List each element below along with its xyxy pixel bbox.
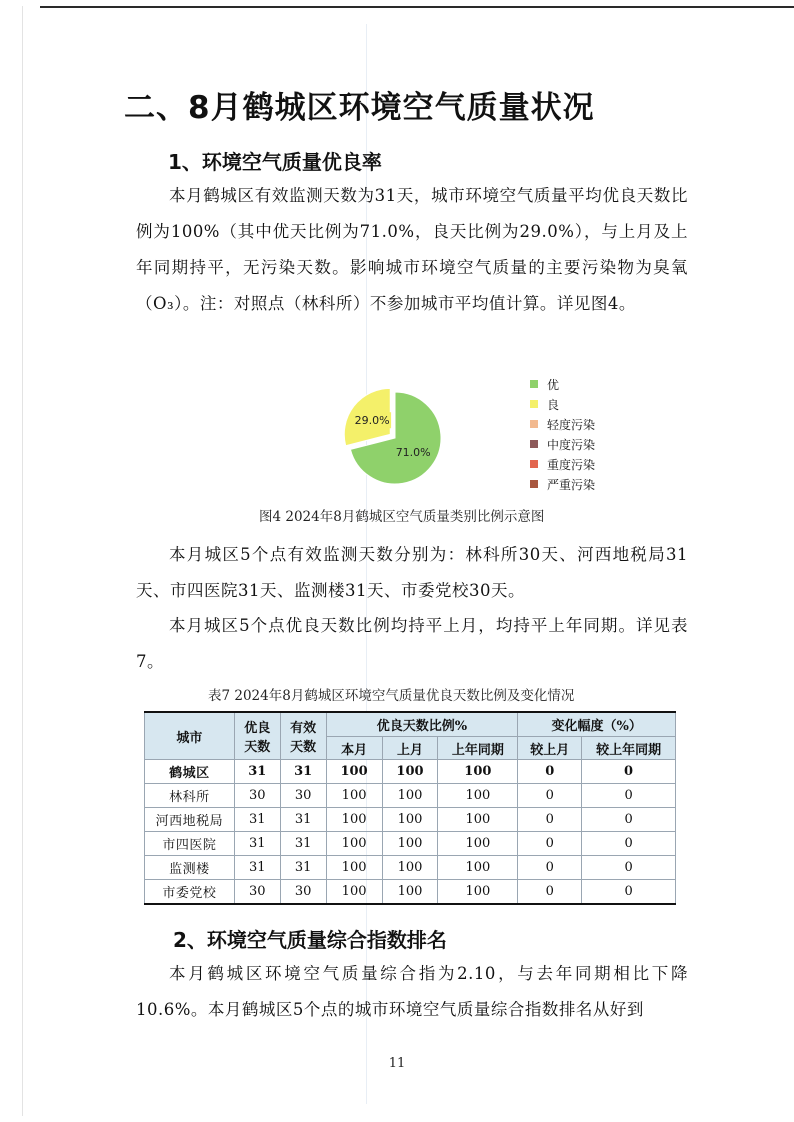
section-title-2: 2、环境空气质量综合指数排名 <box>173 928 447 952</box>
page-heading: 二、8月鹤城区环境空气质量状况 <box>124 90 595 126</box>
table-cell: 鹤城区 <box>145 760 235 784</box>
pie-label-0: 71.0% <box>395 446 431 460</box>
table-cell: 市委党校 <box>145 880 235 905</box>
paragraph-ratio-change: 本月城区5个点优良天数比例均持平上月，均持平上年同期。详见表7。 <box>136 616 688 671</box>
pie-label-1: 29.0% <box>354 414 390 428</box>
table-cell: 31 <box>234 832 280 856</box>
section-title-1: 1、环境空气质量优良率 <box>168 150 382 174</box>
legend-label: 良 <box>547 397 560 412</box>
table-cell: 100 <box>438 760 518 784</box>
table-cell: 0 <box>518 760 582 784</box>
table-cell: 100 <box>438 880 518 905</box>
table-cell: 0 <box>518 880 582 905</box>
table-row <box>145 760 676 784</box>
air-quality-table <box>144 711 676 905</box>
legend-item <box>530 374 595 394</box>
table-cell: 0 <box>582 880 676 905</box>
legend-item <box>530 414 595 434</box>
table-cell: 0 <box>518 832 582 856</box>
table-cell: 林科所 <box>145 784 235 808</box>
table-cell: 0 <box>518 856 582 880</box>
table-cell: 100 <box>326 832 382 856</box>
table-cell: 30 <box>234 784 280 808</box>
table-cell: 31 <box>280 808 326 832</box>
table-cell: 0 <box>582 760 676 784</box>
table-row <box>145 808 676 832</box>
header-vs-last-month: 较上月 <box>518 737 582 760</box>
header-this-month: 本月 <box>326 737 382 760</box>
legend-item <box>530 434 595 454</box>
table-cell: 100 <box>438 784 518 808</box>
pie-chart <box>330 384 452 488</box>
table-cell: 100 <box>438 808 518 832</box>
header-valid-days: 有效天数 <box>280 712 326 760</box>
table-cell: 0 <box>582 832 676 856</box>
header-city: 城市 <box>145 712 235 760</box>
table-cell: 100 <box>326 760 382 784</box>
table-cell: 100 <box>326 880 382 905</box>
table-row <box>145 856 676 880</box>
table-cell: 100 <box>382 808 438 832</box>
table-cell: 0 <box>582 808 676 832</box>
table-cell: 100 <box>326 856 382 880</box>
header-last-year: 上年同期 <box>438 737 518 760</box>
header-vs-last-year: 较上年同期 <box>582 737 676 760</box>
legend-swatch <box>530 460 538 468</box>
legend-label: 重度污染 <box>547 457 596 472</box>
legend-label: 优 <box>547 377 560 392</box>
table-cell: 100 <box>382 832 438 856</box>
table-cell: 市四医院 <box>145 832 235 856</box>
pie-chart-svg <box>330 384 452 488</box>
table-cell: 30 <box>234 880 280 905</box>
table-cell: 100 <box>382 856 438 880</box>
legend-swatch <box>530 420 538 428</box>
table-cell: 监测楼 <box>145 856 235 880</box>
table-cell: 0 <box>518 784 582 808</box>
table-cell: 31 <box>234 808 280 832</box>
legend-label: 严重污染 <box>547 477 596 492</box>
table-cell: 31 <box>234 760 280 784</box>
figure-caption: 图4 2024年8月鹤城区空气质量类别比例示意图 <box>259 509 545 525</box>
table-cell: 0 <box>582 856 676 880</box>
legend-label: 中度污染 <box>547 437 596 452</box>
legend-swatch <box>530 400 538 408</box>
table-row <box>145 832 676 856</box>
legend-swatch <box>530 480 538 488</box>
table-cell: 100 <box>382 760 438 784</box>
section2-paragraph: 本月鹤城区环境空气质量综合指为2.10，与去年同期相比下降10.6%。本月鹤城区5个点的城市环境空气质量综合指数排名从好到 <box>136 964 688 1019</box>
table-row <box>145 784 676 808</box>
legend-swatch <box>530 440 538 448</box>
table-cell: 31 <box>280 856 326 880</box>
table-cell: 31 <box>234 856 280 880</box>
legend-item <box>530 394 595 414</box>
table-cell: 0 <box>582 784 676 808</box>
table-caption: 表7 2024年8月鹤城区环境空气质量优良天数比例及变化情况 <box>208 688 575 704</box>
legend-item <box>530 474 595 494</box>
table-cell: 31 <box>280 760 326 784</box>
table-cell: 100 <box>326 784 382 808</box>
table-cell: 100 <box>326 808 382 832</box>
paragraph-valid-days: 本月城区5个点有效监测天数分别为：林科所30天、河西地税局31天、市四医院31天、监测楼31天、市委党校30天。 <box>136 545 688 600</box>
table-row <box>145 880 676 905</box>
table-cell: 100 <box>438 856 518 880</box>
table-cell: 河西地税局 <box>145 808 235 832</box>
legend-label: 轻度污染 <box>547 417 596 432</box>
table-cell: 30 <box>280 784 326 808</box>
header-last-month: 上月 <box>382 737 438 760</box>
table-body <box>145 760 676 905</box>
table-cell: 30 <box>280 880 326 905</box>
table-cell: 100 <box>382 880 438 905</box>
header-good-days: 优良天数 <box>234 712 280 760</box>
table-cell: 0 <box>518 808 582 832</box>
table-cell: 100 <box>438 832 518 856</box>
legend-swatch <box>530 380 538 388</box>
chart-legend <box>530 374 595 494</box>
page-number: 11 <box>388 1056 406 1071</box>
table-cell: 31 <box>280 832 326 856</box>
legend-item <box>530 454 595 474</box>
section1-paragraph: 本月鹤城区有效监测天数为31天，城市环境空气质量平均优良天数比例为100%（其中优天比例为71.0%，良天比例为29.0%），与上月及上年同期持平，无污染天数。影响城市环境空气质量的主要污染物为臭氧（O₃）。注：对照点（林科所）不参加城市平均值计算。详见图4。 <box>136 186 688 313</box>
header-change-group: 变化幅度（%） <box>518 712 676 737</box>
header-ratio-group: 优良天数比例% <box>326 712 518 737</box>
table-cell: 100 <box>382 784 438 808</box>
